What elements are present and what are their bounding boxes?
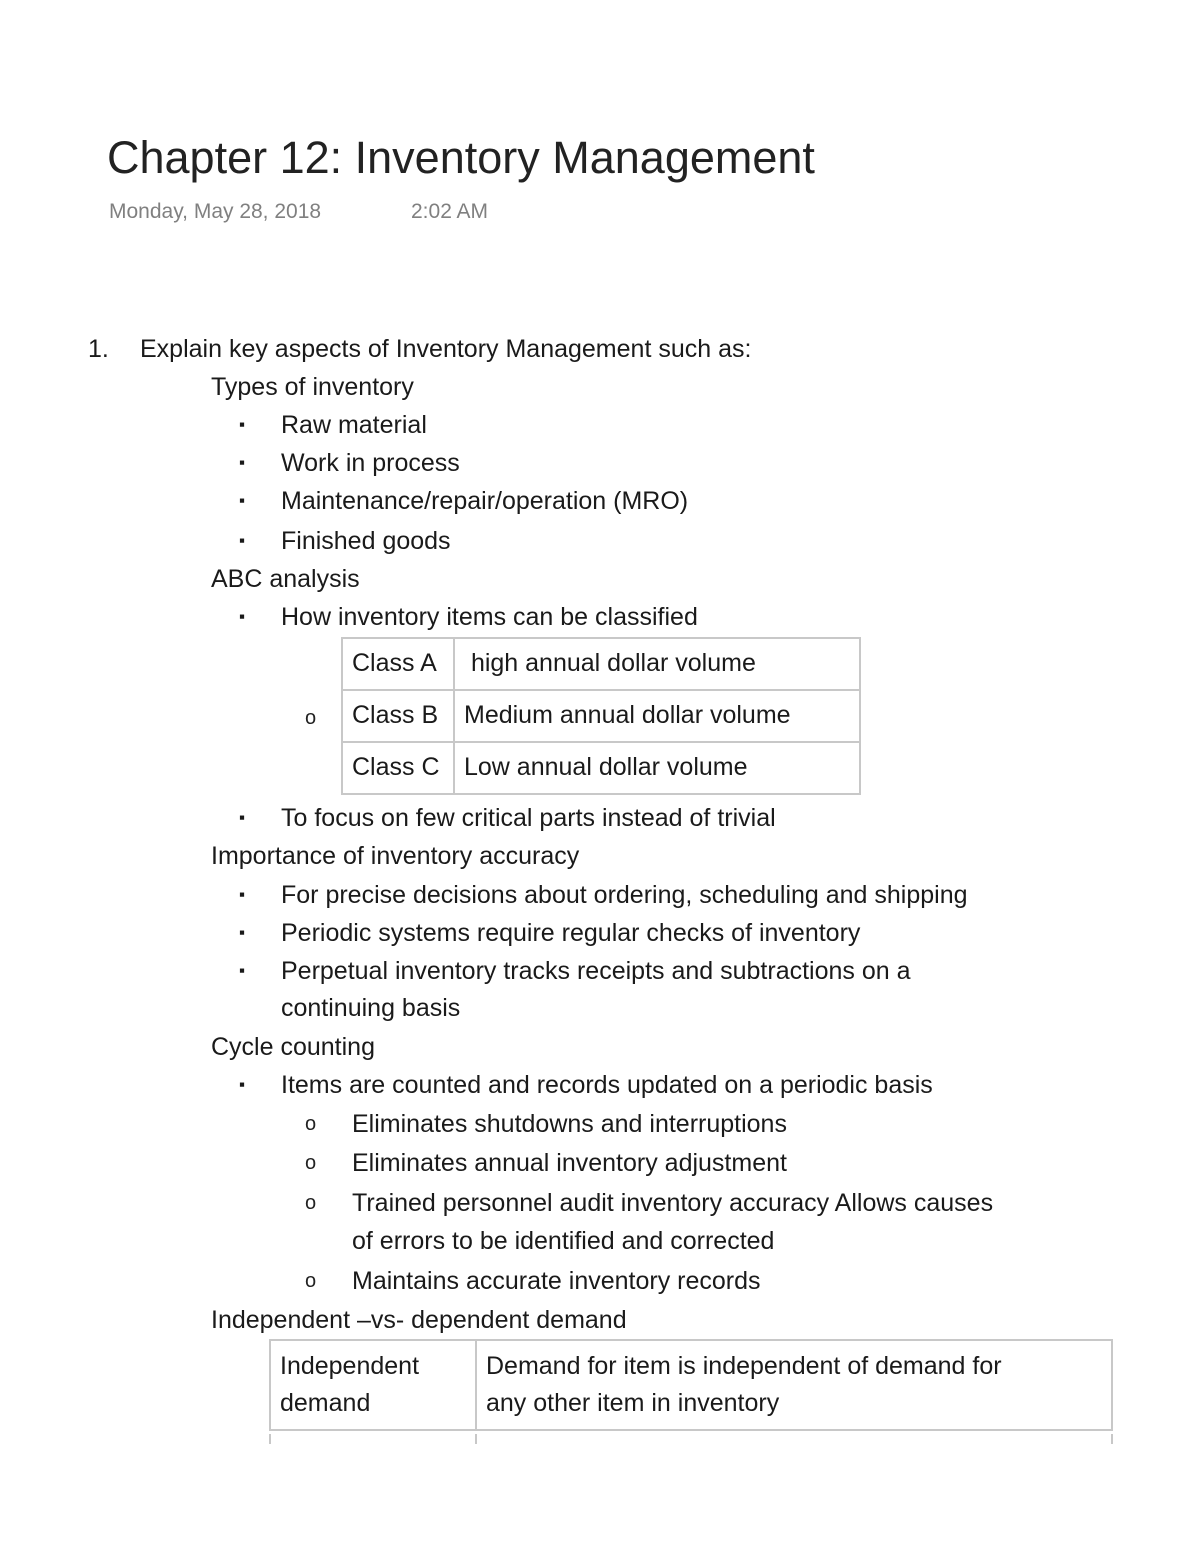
- list-item: Eliminates shutdowns and interruptions: [352, 1110, 787, 1138]
- list-item-continuation: continuing basis: [281, 994, 461, 1022]
- bullet-icon: ▪: [239, 415, 246, 434]
- bullet-icon: ▪: [239, 923, 246, 942]
- list-item-continuation: of errors to be identified and corrected: [352, 1227, 775, 1255]
- circle-bullet-icon: o: [305, 1270, 317, 1292]
- bullet-icon: ▪: [239, 531, 246, 550]
- demand-table: [269, 1339, 1113, 1431]
- list-item: Maintains accurate inventory records: [352, 1267, 761, 1295]
- list-item: Finished goods: [281, 527, 451, 555]
- table-row: [342, 690, 860, 742]
- bullet-icon: ▪: [239, 607, 246, 626]
- table-cell: Class C: [342, 742, 454, 794]
- bullet-icon: ▪: [239, 885, 246, 904]
- table-row: [270, 1340, 1112, 1430]
- bullet-icon: ▪: [239, 1075, 246, 1094]
- table-cell: Class B: [342, 690, 454, 742]
- abc-class-table: [341, 637, 861, 795]
- demand-heading: Independent –vs- dependent demand: [211, 1306, 627, 1334]
- table-row: [342, 742, 860, 794]
- definition-line: Demand for item is independent of demand for: [486, 1352, 1002, 1380]
- list-item: Eliminates annual inventory adjustment: [352, 1149, 787, 1177]
- list-item: Maintenance/repair/operation (MRO): [281, 487, 689, 515]
- bullet-icon: ▪: [239, 808, 246, 827]
- bullet-icon: ▪: [239, 491, 246, 510]
- list-item: Periodic systems require regular checks of inventory: [281, 919, 861, 947]
- table-cell: high annual dollar volume: [454, 638, 860, 690]
- list-item: Items are counted and records updated on a periodic basis: [281, 1071, 933, 1099]
- circle-bullet-icon: o: [305, 1192, 317, 1214]
- list-item: How inventory items can be classified: [281, 603, 698, 631]
- table-border-continuation: [1111, 1434, 1113, 1444]
- term-line: Independent: [280, 1352, 420, 1380]
- term-line: demand: [280, 1389, 371, 1417]
- table-cell: Low annual dollar volume: [454, 742, 860, 794]
- table-cell: [476, 1340, 1112, 1430]
- page-title: Chapter 12: Inventory Management: [107, 132, 815, 183]
- circle-bullet-icon: o: [305, 1113, 317, 1135]
- table-row: [342, 638, 860, 690]
- note-date: Monday, May 28, 2018: [109, 200, 322, 223]
- list-item: Work in process: [281, 449, 460, 477]
- accuracy-heading: Importance of inventory accuracy: [211, 842, 580, 870]
- list-item: Raw material: [281, 411, 427, 439]
- item-1-text: Explain key aspects of Inventory Management such as:: [140, 335, 752, 363]
- table-cell: [270, 1340, 476, 1430]
- list-item: To focus on few critical parts instead of trivial: [281, 804, 776, 832]
- note-time: 2:02 AM: [411, 200, 489, 223]
- list-item: Perpetual inventory tracks receipts and subtractions on a: [281, 957, 911, 985]
- table-cell: Class A: [342, 638, 454, 690]
- types-heading: Types of inventory: [211, 373, 414, 401]
- list-item: Trained personnel audit inventory accuracy Allows causes: [352, 1189, 994, 1217]
- circle-bullet-icon: o: [305, 707, 317, 729]
- list-number: 1.: [88, 335, 109, 363]
- table-border-continuation: [269, 1434, 271, 1444]
- cycle-heading: Cycle counting: [211, 1033, 375, 1061]
- table-border-continuation: [475, 1434, 477, 1444]
- bullet-icon: ▪: [239, 961, 246, 980]
- bullet-icon: ▪: [239, 453, 246, 472]
- circle-bullet-icon: o: [305, 1152, 317, 1174]
- definition-line: any other item in inventory: [486, 1389, 780, 1417]
- table-cell: Medium annual dollar volume: [454, 690, 860, 742]
- list-item: For precise decisions about ordering, scheduling and shipping: [281, 881, 968, 909]
- abc-heading: ABC analysis: [211, 565, 360, 593]
